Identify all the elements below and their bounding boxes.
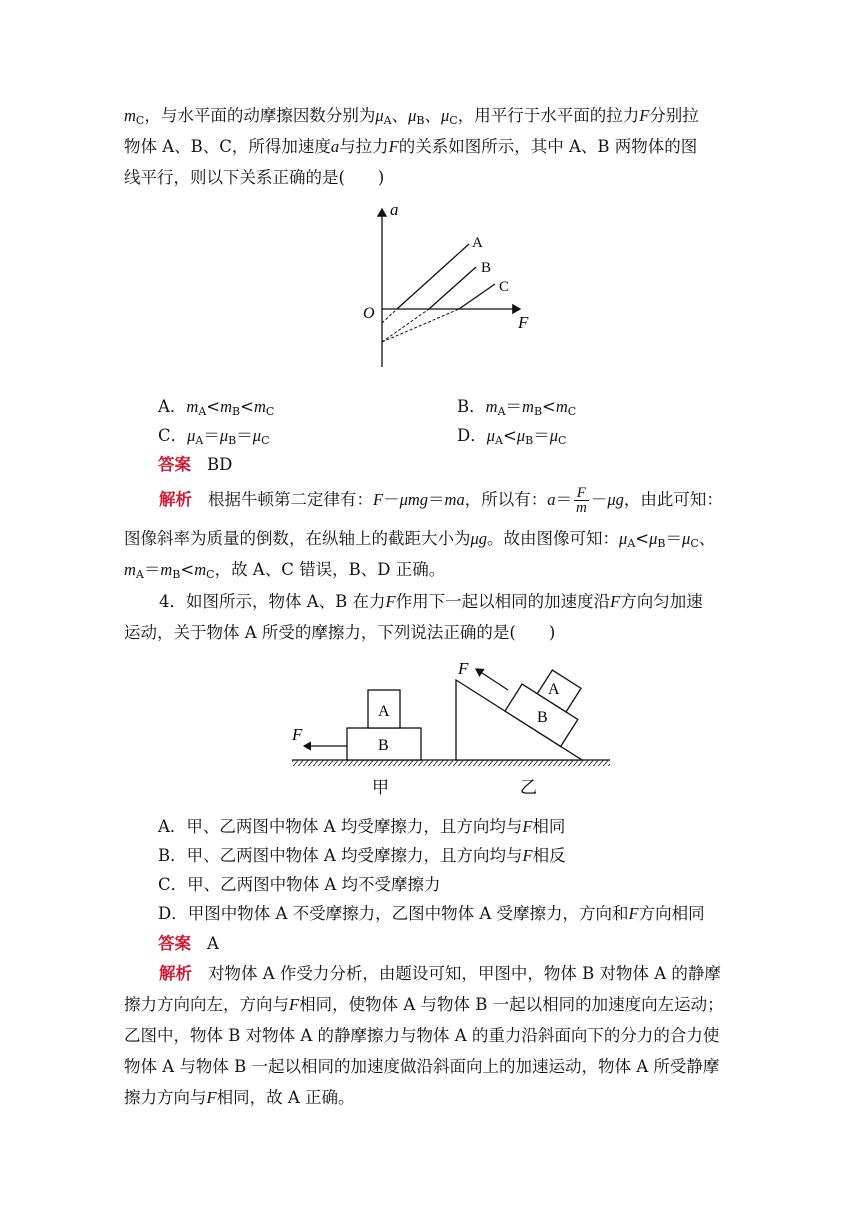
q3-option-a[interactable]: A．$m_A<m_B<m_C$ xyxy=(158,397,275,418)
line-A xyxy=(397,244,469,309)
q4-option-d[interactable]: D．甲图中物体 A 不受摩擦力，乙图中物体 A 受摩擦力，方向和F方向相同 xyxy=(158,904,705,923)
caption-jia: 甲 xyxy=(372,778,389,797)
q4-analysis-line-5: 擦力方向与F相同，故 A 正确。 xyxy=(124,1088,355,1107)
block-b-jia-label: B xyxy=(378,737,389,754)
line-C-label: C xyxy=(499,279,510,295)
ground-hatch xyxy=(292,760,610,766)
line-B-extension xyxy=(382,309,429,342)
line-C-extension xyxy=(382,309,459,342)
y-axis-label: a xyxy=(390,200,399,219)
block-a-yi-label: A xyxy=(548,681,560,698)
q3-analysis-line-1: 解析 根据牛顿第二定律有：F－μmg＝ma，所以有：a＝ $\frac{F}{m}$ －μg，由此可知： xyxy=(159,485,723,516)
q4-option-b[interactable]: B．甲、乙两图中物体 A 均受摩擦力，且方向均与F相反 xyxy=(158,846,566,865)
line-B-label: B xyxy=(481,260,492,276)
blocks-figure xyxy=(280,650,620,805)
fraction-f-over-m: $\frac{F}{m}$ xyxy=(575,485,587,516)
q4-option-c[interactable]: C．甲、乙两图中物体 A 均不受摩擦力 xyxy=(158,875,441,894)
q3-analysis-line-3: $m_A=m_B<m_C$，故 A、C 错误，B、D 正确。 xyxy=(124,560,446,581)
q4-answer xyxy=(158,929,219,959)
answer-value: BD xyxy=(207,455,233,474)
q3-option-d[interactable]: D．$\mu_A<\mu_B=\mu_C$ xyxy=(457,426,567,447)
q3-stem-line-3: 线平行，则以下关系正确的是( ) xyxy=(124,168,385,187)
origin-label: O xyxy=(363,305,375,322)
q4-stem-line-1: 4．如图所示，物体 A、B 在力F作用下一起以相同的加速度沿F方向匀加速 xyxy=(159,592,703,611)
force-label-yi: F xyxy=(458,659,469,678)
force-label-jia: F xyxy=(292,725,303,744)
q4-stem-line-2: 运动，关于物体 A 所受的摩擦力，下列说法正确的是( ) xyxy=(124,623,556,642)
q4-analysis-line-4: 物体 A 与物体 B 一起以相同的加速度做沿斜面向上的加速运动，物体 A 所受静摩 xyxy=(124,1057,720,1076)
q3-answer xyxy=(158,450,232,480)
q4-analysis-line-3: 乙图中，物体 B 对物体 A 的静摩擦力与物体 A 的重力沿斜面向下的分力的合力使 xyxy=(124,1026,720,1045)
q4-option-a[interactable]: A．甲、乙两图中物体 A 均受摩擦力，且方向均与F相同 xyxy=(158,817,566,836)
caption-yi: 乙 xyxy=(520,778,537,797)
analysis-label: 解析 xyxy=(159,964,192,983)
q3-analysis-line-2: 图像斜率为质量的倒数，在纵轴上的截距大小为μg。故由图像可知：$\mu_A<\mu_B=\mu_C$、 xyxy=(124,529,716,550)
line-A-extension xyxy=(382,309,397,323)
q4-analysis-line-1: 解析 对物体 A 作受力分析，由题设可知，甲图中，物体 B 对物体 A 的静摩 xyxy=(159,964,721,983)
q3-stem-line-1: $m_C$，与水平面的动摩擦因数分别为$\mu_A$、$\mu_B$、$\mu_C$，用平行于水平面的拉力F分别拉 xyxy=(124,106,699,127)
answer-label: 答案 xyxy=(158,934,191,953)
q3-option-b[interactable]: B．$m_A=m_B<m_C$ xyxy=(457,397,577,418)
acceleration-force-graph xyxy=(345,195,545,385)
q3-stem-line-2: 物体 A、B、C，所得加速度a与拉力F的关系如图所示，其中 A、B 两物体的图 xyxy=(124,137,698,156)
answer-value: A xyxy=(207,934,219,953)
analysis-label: 解析 xyxy=(159,490,192,509)
x-axis-label: F xyxy=(518,313,529,332)
line-A-label: A xyxy=(472,235,483,251)
force-arrow-yi xyxy=(476,669,508,690)
q4-analysis-line-2: 擦力方向向左，方向与F相同，使物体 A 与物体 B 一起以相同的加速度向左运动； xyxy=(124,995,724,1014)
line-C xyxy=(459,284,495,309)
block-a-jia-label: A xyxy=(378,703,390,720)
block-b-yi-label: B xyxy=(537,709,548,726)
answer-label: 答案 xyxy=(158,455,191,474)
q3-option-c[interactable]: C．$\mu_A=\mu_B=\mu_C$ xyxy=(158,426,270,447)
